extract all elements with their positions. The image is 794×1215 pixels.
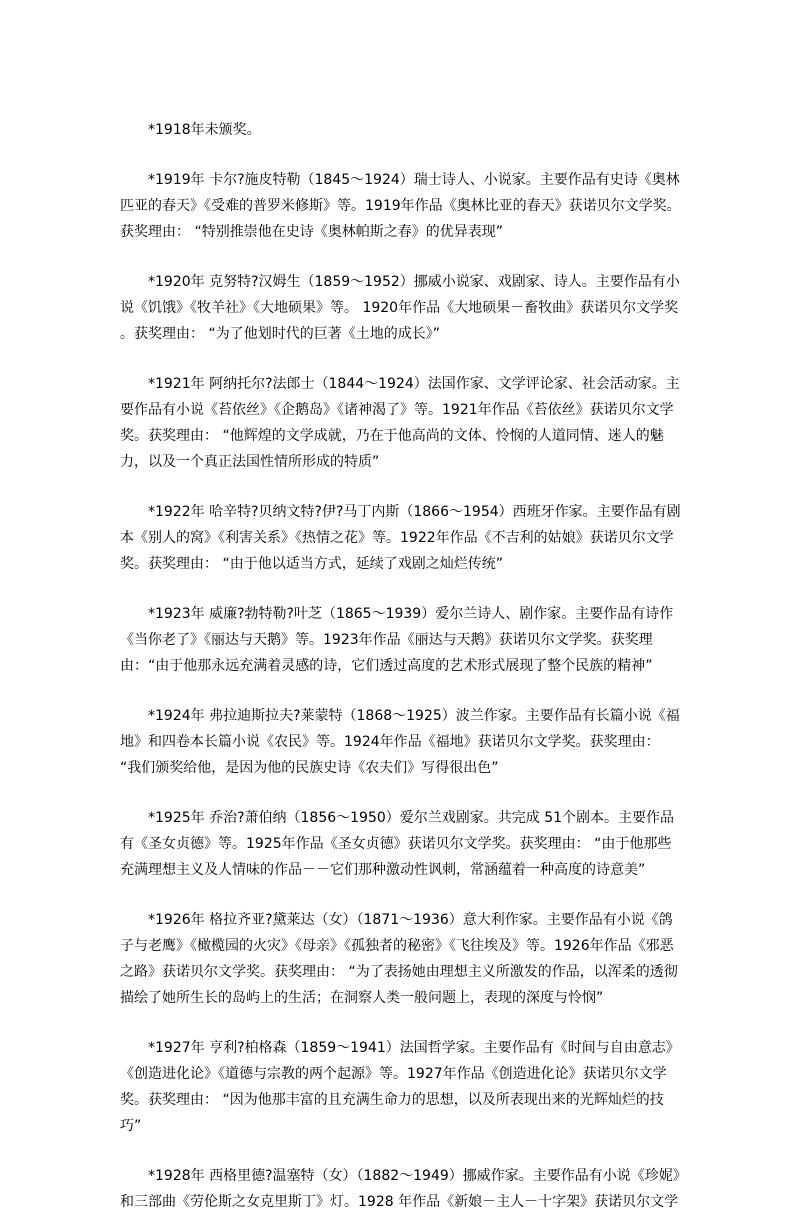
entry-1919: *1919年 卡尔?施皮特勒（1845～1924）瑞士诗人、小说家。主要作品有史诗《奥林匹亚的春天》《受难的普罗米修斯》等。1919年作品《奥林比亚的春天》获诺贝尔文学奖。获奖理由： “特别推崇他在史诗《奥林帕斯之春》的优异表现” [120,172,681,240]
entry-1927: *1927年 亨利?柏格森（1859～1941）法国哲学家。主要作品有《时间与自由意志》《创造进化论》《道德与宗教的两个起源》等。1927年作品《创造进化论》获诺贝尔文学奖。获奖理由： “因为他那丰富的且充满生命力的思想，以及所表现出来的光辉灿烂的技巧” [120,1040,680,1134]
entry-1920: *1920年 克努特?汉姆生（1859～1952）挪威小说家、戏剧家、诗人。主要作品有小说《饥饿》《牧羊社》《大地硕果》等。 1920年作品《大地硕果－畜牧曲》获诺贝尔文学奖 。获奖理由： “为了他划时代的巨著《土地的成长》” [120,274,680,342]
entry-1918: *1918年未颁奖。 [148,122,261,138]
entry-1924: *1924年 弗拉迪斯拉夫?莱蒙特（1868～1925）波兰作家。主要作品有长篇小说《福地》和四卷本长篇小说《农民》等。1924年作品《福地》获诺贝尔文学奖。获奖理由： “我们颁奖给他，是因为他的民族史诗《农夫们》写得很出色” [120,708,680,776]
entry-1922: *1922年 哈辛特?贝纳文特?伊?马丁内斯（1866～1954）西班牙作家。主要作品有剧本《别人的窝》《利害关系》《热情之花》等。1922年作品《不吉利的姑娘》获诺贝尔文学奖。获奖理由： “由于他以适当方式，延续了戏剧之灿烂传统” [120,504,681,572]
entry-1925: *1925年 乔治?萧伯纳（1856～1950）爱尔兰戏剧家。共完成 51个剧本。主要作品有《圣女贞德》等。1925年作品《圣女贞德》获诺贝尔文学奖。获奖理由： “由于他那些充满理想主义及人情味的作品－－它们那种激动性讽刺，常涵蕴着一种高度的诗意美” [120,810,675,878]
entry-1923: *1923年 威廉?勃特勒?叶芝（1865～1939）爱尔兰诗人、剧作家。主要作品有诗作《当你老了》《丽达与天鹅》等。1923年作品《丽达与天鹅》获诺贝尔文学奖。获奖理由：“由于他那永远充满着灵感的诗，它们透过高度的艺术形式展现了整个民族的精神” [120,606,674,674]
entry-1928: *1928年 西格里德?温塞特（女）（1882～1949）挪威作家。主要作品有小说《珍妮》和三部曲《劳伦斯之女克里斯丁》灯。1928 年作品《新娘－主人－十字架》获诺贝尔文学 [120,1168,680,1210]
entry-1921: *1921年 阿纳托尔?法郎士（1844～1924）法国作家、文学评论家、社会活动家。主要作品有小说《苔依丝》《企鹅岛》《诸神渴了》等。1921年作品《苔依丝》获诺贝尔文学奖。获奖理由： “他辉煌的文学成就，乃在于他高尚的文体、怜悯的人道同情、迷人的魅力，以及一个真正法国性情所形成的特质” [120,376,680,470]
entry-1926: *1926年 格拉齐亚?黛莱达（女）（1871～1936）意大利作家。主要作品有小说《鸽子与老鹰》《橄榄园的火灾》《母亲》《孤独者的秘密》《飞往埃及》等。1926年作品《邪恶之路》获诺贝尔文学奖。获奖理由： “为了表扬她由理想主义所激发的作品，以浑柔的透彻描绘了她所生长的岛屿上的生活；在洞察人类一般问题上，表现的深度与怜悯” [120,912,678,1006]
